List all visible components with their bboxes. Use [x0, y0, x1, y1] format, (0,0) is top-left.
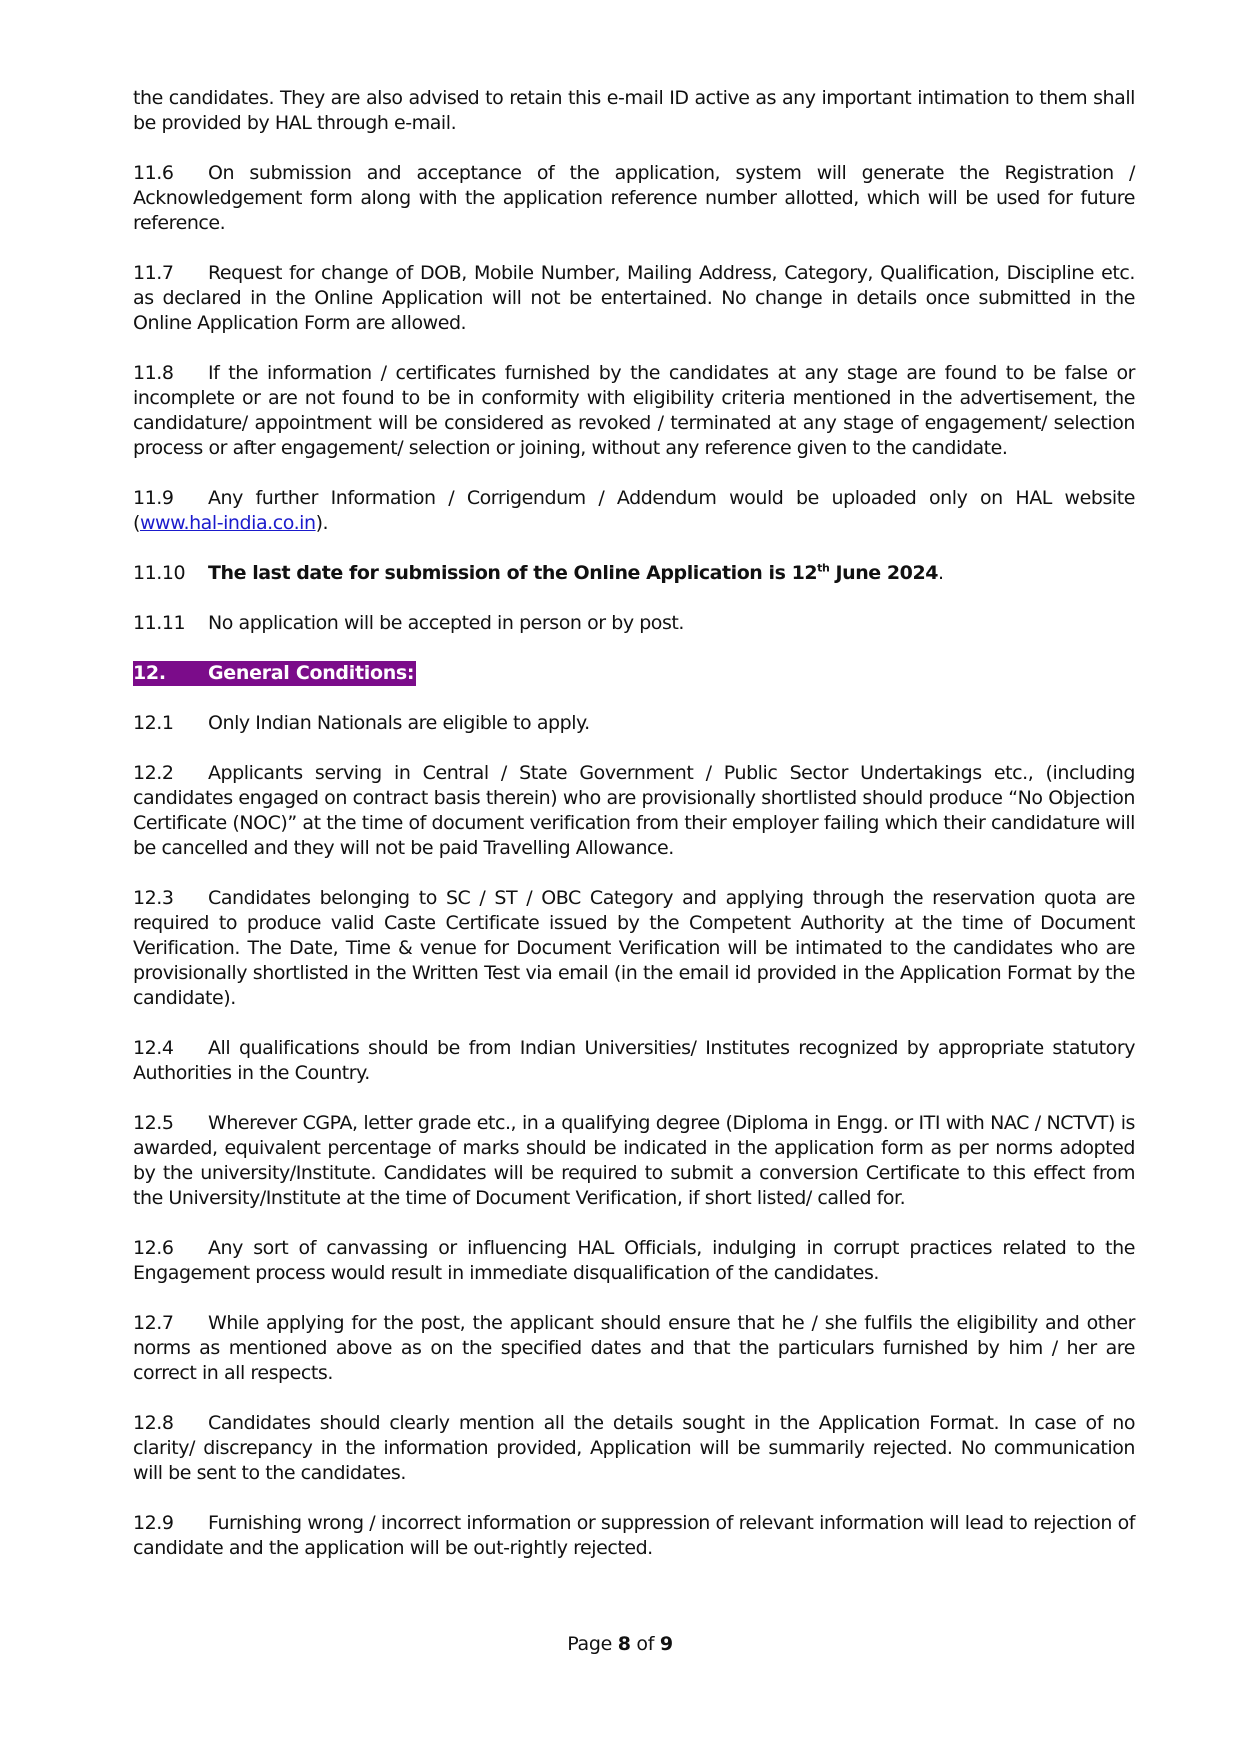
clause-12-4	[133, 1036, 1135, 1086]
section-heading-wrapper	[133, 661, 1135, 711]
last-date-text: The last date for submission of the Online Application is 12	[208, 562, 818, 584]
clause-11-10	[133, 561, 1135, 586]
hal-website-link[interactable]: www.hal-india.co.in	[139, 512, 316, 534]
clause-number: 12.7	[133, 1312, 174, 1334]
clause-text: Wherever CGPA, letter grade etc., in a qualifying degree (Diploma in Engg. or ITI with NAC / NCTVT) is awarded, equivalent percentage of marks should be indicated in the application form as per norms adopted by the university/Institute. Candidates will be required to submit a conversion Certificate to this effect from the University/Institute at the time of Document Verification, if short listed/ called for.	[133, 1112, 1135, 1209]
clause-number: 11.7	[133, 262, 174, 284]
section-number: 12.	[133, 662, 166, 684]
clause-number: 12.6	[133, 1237, 174, 1259]
clause-number: 12.1	[133, 712, 174, 734]
clause-number: 12.4	[133, 1037, 174, 1059]
clause-text-tail: ).	[315, 512, 329, 534]
clause-text: On submission and acceptance of the application, system will generate the Registration / Acknowledgement form along with the application reference number allotted, which will be used for future reference.	[133, 162, 1135, 234]
clause-text: Any further Information / Corrigendum / Addendum would be uploaded only on HAL website (	[133, 487, 1135, 534]
clause-number: 11.6	[133, 162, 174, 184]
clause-number: 12.2	[133, 762, 174, 784]
clause-text-tail: .	[938, 562, 944, 584]
clause-number: 11.11	[133, 612, 186, 634]
clause-12-2	[133, 761, 1135, 861]
clause-12-1	[133, 711, 1135, 736]
clause-12-8	[133, 1411, 1135, 1486]
clause-11-6	[133, 161, 1135, 236]
clause-number: 12.5	[133, 1112, 174, 1134]
document-page	[133, 86, 1135, 1561]
section-heading-general-conditions	[133, 661, 416, 686]
clause-text: No application will be accepted in person or by post.	[208, 612, 685, 634]
last-date-month-year: June 2024	[829, 562, 938, 584]
continuation-paragraph: the candidates. They are also advised to retain this e-mail ID active as any important intimation to them shall be provided by HAL through e-mail.	[133, 87, 1135, 134]
ordinal-suffix: th	[817, 561, 830, 575]
clause-number: 12.3	[133, 887, 174, 909]
clause-text: Request for change of DOB, Mobile Number, Mailing Address, Category, Qualification, Discipline etc. as declared in the Online Application will not be entertained. No change in details once submitted in the Online Application Form are allowed.	[133, 262, 1135, 334]
clause-12-6	[133, 1236, 1135, 1286]
clause-number: 12.9	[133, 1512, 174, 1534]
clause-number: 11.9	[133, 487, 174, 509]
page-footer	[0, 1632, 1240, 1657]
clause-text: If the information / certificates furnished by the candidates at any stage are found to be false or incomplete or are not found to be in conformity with eligibility criteria mentioned in the advertisement, the candidature/ appointment will be considered as revoked / terminated at any stage of engagement/ selection process or after engagement/ selection or joining, without any reference given to the candidate.	[133, 362, 1135, 459]
clause-12-9	[133, 1511, 1135, 1561]
clause-text: Candidates belonging to SC / ST / OBC Category and applying through the reservation quota are required to produce valid Caste Certificate issued by the Competent Authority at the time of Document Verification. The Date, Time & venue for Document Verification will be intimated to the candidates who are provisionally shortlisted in the Written Test via email (in the email id provided in the Application Format by the candidate).	[133, 887, 1135, 1009]
clause-number: 11.8	[133, 362, 174, 384]
clause-text: Only Indian Nationals are eligible to apply.	[208, 712, 590, 734]
section-title: General Conditions:	[208, 662, 415, 684]
clause-text: Applicants serving in Central / State Government / Public Sector Undertakings etc., (including candidates engaged on contract basis therein) who are provisionally shortlisted should produce “No Objection Certificate (NOC)” at the time of document verification from their employer failing which their candidature will be cancelled and they will not be paid Travelling Allowance.	[133, 762, 1135, 859]
clause-11-9	[133, 486, 1135, 536]
clause-text: Furnishing wrong / incorrect information or suppression of relevant information will lead to rejection of candidate and the application will be out-rightly rejected.	[133, 1512, 1135, 1559]
clause-text: While applying for the post, the applicant should ensure that he / she fulfils the eligibility and other norms as mentioned above as on the specified dates and that the particulars furnished by him / her are correct in all respects.	[133, 1312, 1135, 1384]
total-page-count: 9	[659, 1633, 673, 1655]
of-label: of	[630, 1633, 660, 1655]
clause-text: All qualifications should be from Indian Universities/ Institutes recognized by appropriate statutory Authorities in the Country.	[133, 1037, 1135, 1084]
clause-text: Candidates should clearly mention all the details sought in the Application Format. In case of no clarity/ discrepancy in the information provided, Application will be summarily rejected. No communication will be sent to the candidates.	[133, 1412, 1135, 1484]
clause-12-5	[133, 1111, 1135, 1211]
clause-12-3	[133, 886, 1135, 1011]
clause-text: Any sort of canvassing or influencing HAL Officials, indulging in corrupt practices related to the Engagement process would result in immediate disqualification of the candidates.	[133, 1237, 1135, 1284]
clause-12-7	[133, 1311, 1135, 1386]
clause-11-11	[133, 611, 1135, 636]
current-page-number: 8	[617, 1633, 631, 1655]
clause-11-8	[133, 361, 1135, 461]
clause-number: 11.10	[133, 562, 186, 584]
clause-11-7	[133, 261, 1135, 336]
clause-number: 12.8	[133, 1412, 174, 1434]
page-label: Page	[567, 1633, 618, 1655]
